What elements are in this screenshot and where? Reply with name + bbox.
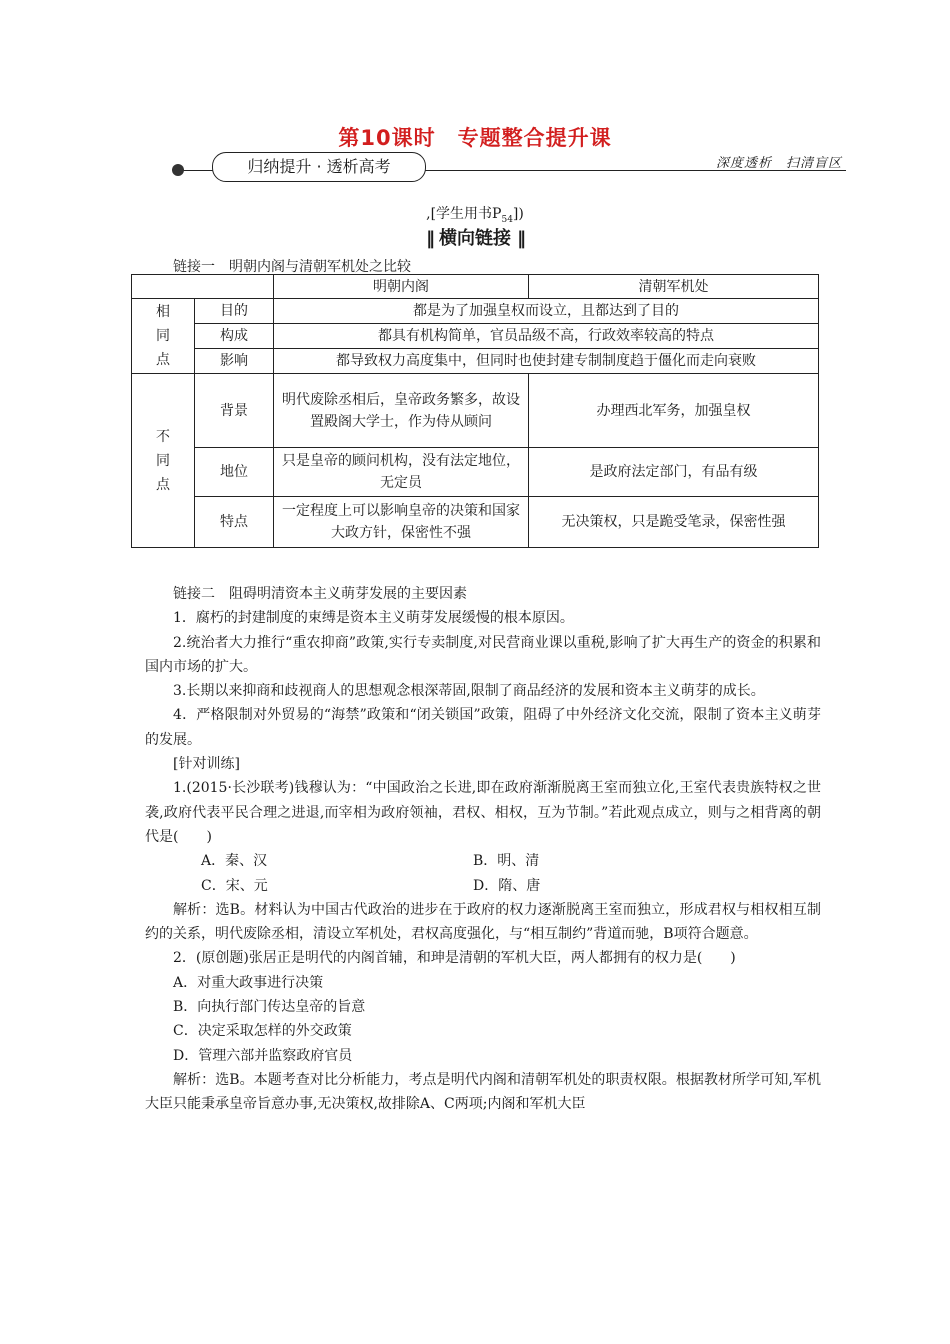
heading-bars-right-icon: ‖: [517, 228, 524, 249]
ming-cell: 一定程度上可以影响皇帝的决策和国家大政方针，保密性不强: [274, 497, 529, 548]
banner-label: 归纳提升 · 透析高考: [212, 152, 426, 182]
section-banner: [172, 150, 846, 182]
question-1-options-row: [145, 874, 821, 898]
merged-cell: 都是为了加强皇权而设立，且都达到了目的: [274, 299, 819, 324]
lesson-number: 第10课时: [338, 126, 436, 150]
comparison-table: [131, 274, 819, 548]
table-corner-cell: [132, 275, 274, 299]
question-1-options-row: [145, 849, 821, 873]
heading-bars-left-icon: ‖: [426, 228, 433, 249]
qing-cell: 是政府法定部门，有品有级: [529, 448, 819, 497]
lesson-title: [0, 122, 950, 152]
option-b: B．明、清: [473, 853, 540, 870]
aspect-cell: 特点: [195, 497, 274, 548]
question-1-stem: 1.(2015·长沙联考)钱穆认为：“中国政治之长进,即在政府渐渐脱离王室而独立化,王室代表贵族特权之世袭,政府代表平民合理之进退,而宰相为政府领袖，君权、相权，互为节制。”若此观点成立，则与之相背离的朝代是( ): [145, 780, 821, 845]
col-header-qing: 清朝军机处: [529, 275, 819, 299]
option-d: D．管理六部并监察政府官员: [173, 1047, 353, 1064]
aspect-cell: 目的: [195, 299, 274, 324]
qing-cell: 办理西北军务，加强皇权: [529, 374, 819, 448]
link2-point: 3.长期以来抑商和歧视商人的思想观念根深蒂固,限制了商品经济的发展和资本主义萌芽的成长。: [173, 683, 765, 700]
table-header-row: [132, 275, 819, 299]
table-row: [132, 374, 819, 448]
aspect-cell: 地位: [195, 448, 274, 497]
ming-cell: 只是皇帝的顾问机构，没有法定地位，无定员: [274, 448, 529, 497]
question-1-analysis: 解析：选B。材料认为中国古代政治的进步在于政府的权力逐渐脱离王室而独立，形成君权与相权相互制约的关系，明代废除丞相，清设立军机处，君权高度强化，与“相互制约”背道而驰，B项符合题意。: [145, 901, 821, 943]
source-note: ,[学生用书$P_{54}$]): [426, 206, 524, 225]
link2-point: 1．腐朽的封建制度的束缚是资本主义萌芽发展缓慢的根本原因。: [173, 610, 574, 627]
table-row: [132, 349, 819, 374]
table-row: [132, 448, 819, 497]
aspect-cell: 影响: [195, 349, 274, 374]
option-a: A．秦、汉: [201, 853, 268, 870]
question-2-analysis: 解析：选B。本题考查对比分析能力，考点是明代内阁和清朝军机处的职责权限。根据教材所学可知,军机大臣只能秉承皇帝旨意办事,无决策权,故排除A、C两项;内阁和军机大臣: [145, 1071, 821, 1113]
link2-point: 4．严格限制对外贸易的“海禁”政策和“闭关锁国”政策，阻碍了中外经济文化交流，限制了资本主义萌芽的发展。: [145, 707, 821, 748]
link2-point: 2.统治者大力推行“重农抑商”政策,实行专卖制度,对民营商业课以重税,影响了扩大再生产的资金的积累和国内市场的扩大。: [145, 634, 821, 675]
qing-cell: 无决策权，只是跪受笔录，保密性强: [529, 497, 819, 548]
merged-cell: 都导致权力高度集中，但同时也使封建专制制度趋于僵化而走向衰败: [274, 349, 819, 374]
question-2-stem: 2．(原创题)张居正是明代的内阁首辅，和珅是清朝的军机大臣，两人都拥有的权力是( ): [173, 950, 736, 967]
table-row: [132, 299, 819, 324]
same-group-label: 相同点: [132, 299, 195, 374]
option-b: B．向执行部门传达皇帝的旨意: [173, 999, 366, 1016]
body-text: [145, 582, 821, 1117]
option-d: D．隋、唐: [473, 877, 541, 894]
table-row: [132, 324, 819, 349]
banner-dot-icon: [172, 164, 184, 176]
merged-cell: 都具有机构简单，官员品级不高，行政效率较高的特点: [274, 324, 819, 349]
table-row: [132, 497, 819, 548]
lesson-name: 专题整合提升课: [457, 126, 612, 150]
diff-group-label: 不同点: [132, 374, 195, 548]
section-heading: ‖ 横向链接 ‖: [426, 228, 524, 249]
aspect-cell: 构成: [195, 324, 274, 349]
option-c: C．宋、元: [201, 877, 268, 894]
option-a: A．对重大政事进行决策: [173, 974, 324, 991]
aspect-cell: 背景: [195, 374, 274, 448]
ming-cell: 明代废除丞相后，皇帝政务繁多，故设置殿阁大学士，作为侍从顾问: [274, 374, 529, 448]
training-label: [针对训练]: [173, 756, 240, 773]
banner-tagline: 深度透析 扫清盲区: [715, 156, 842, 171]
link1-title: 链接一 明朝内阁与清朝军机处之比较: [173, 259, 411, 275]
option-c: C．决定采取怎样的外交政策: [173, 1023, 352, 1040]
col-header-ming: 明朝内阁: [274, 275, 529, 299]
link2-title: 链接二 阻碍明清资本主义萌芽发展的主要因素: [173, 586, 467, 602]
